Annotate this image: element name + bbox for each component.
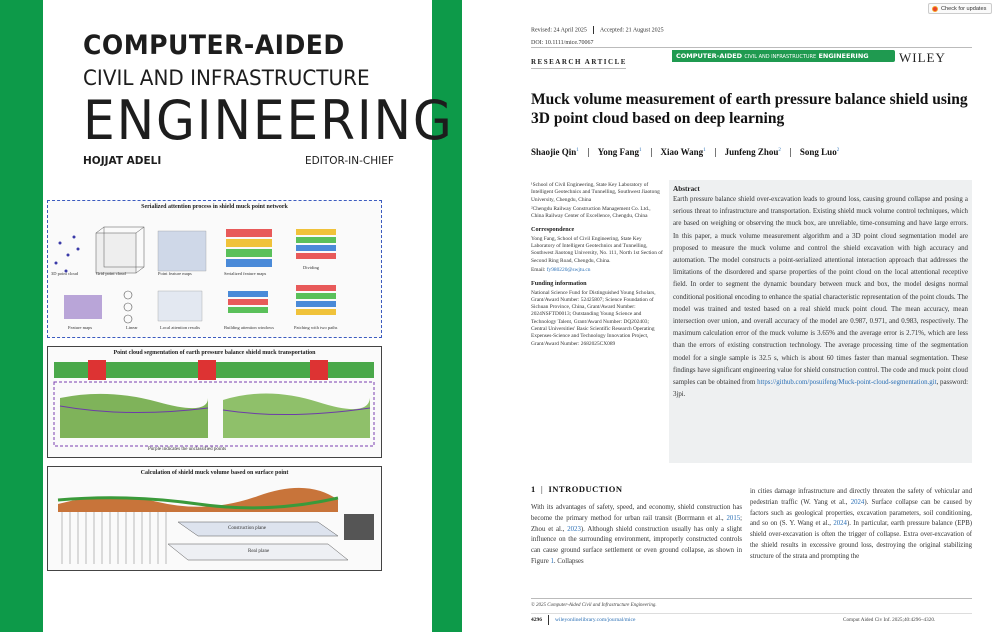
journal-banner-mid: CIVIL AND INFRASTRUCTURE	[744, 54, 817, 60]
check-for-updates-button[interactable]	[928, 3, 992, 14]
cover-title-line1: COMPUTER-AIDED	[83, 30, 345, 61]
article-page	[462, 0, 996, 632]
doi[interactable]: DOI: 10.1111/mice.70067	[531, 40, 594, 46]
history-line	[531, 26, 664, 34]
figure-panel-volume	[47, 466, 382, 571]
citation-link[interactable]: 2015	[726, 514, 741, 522]
cover-editor-role: EDITOR-IN-CHIEF	[305, 155, 394, 167]
email-line: Email: fy980220@swjtu.cn	[531, 266, 591, 273]
citation-link[interactable]: 2024	[833, 520, 847, 528]
affiliation: ²Chengdu Railway Construction Management Co. Ltd., China Railway Center of Excellence, Chengdu, China	[531, 205, 651, 220]
figure-panel-segmentation	[47, 346, 382, 458]
cover-figure	[47, 200, 382, 620]
fig-label: Feature maps	[68, 325, 93, 330]
fig-label: Point feature maps	[158, 271, 192, 276]
fig-label: 3D point cloud	[51, 271, 78, 276]
body-column-2: in cities damage infrastructure and directly threaten the safety of vehicular and pedestrian traffic (W. Yang et al., 2024). Surface collapse can be caused by factors such as geological properties, excavation parameters, soil conditioning, and so on (S. Y. Wang et al., 2024). In particular, earth pressure balance (EPB) shield over-excavation is often the trigger of collapse. Extra over-excavation of the shield results in excessive ground loss, destroying the original stabilizing structure of the strata and prompting the	[750, 488, 973, 560]
fig-label: Building attention windows	[224, 325, 274, 330]
body-column-1: With its advantages of safety, speed, and economy, shield construction has become the primary method for urban rail transit (Borrmann et al., 2015; Zhou et al., 2023). Although shield construction usually has only a slight influence on the surrounding environment, improperly constructed controls can cause ground surface settlement or even ground collapse, as shown in Figure 1. Collapses	[531, 504, 743, 565]
fig-label: Linear	[126, 325, 138, 330]
cover-title-line3: ENGINEERING	[83, 89, 454, 152]
cover-green-band-left	[0, 0, 43, 632]
publisher-name: WILEY	[899, 50, 946, 65]
fig-label: Grid point cloud	[96, 271, 126, 276]
author-list	[531, 147, 839, 157]
figure-link[interactable]: 1	[550, 557, 554, 565]
citation-link[interactable]: 2023	[567, 525, 581, 533]
panel2-note: Purple indicates the unclassified points	[148, 447, 227, 452]
article-title: Muck volume measurement of earth pressure balance shield using 3D point cloud based on deep learning	[531, 91, 968, 127]
correspondence-text: Yong Fang, School of Civil Engineering, State Key Laboratory of Intelligent Geotechnics and Tunnelling, Southwest Jiaotong University, No. 111, North 1st Section of Second Ring Road, Chengdu, China.	[531, 235, 663, 264]
article-type-rule	[531, 68, 626, 69]
crossmark-icon	[932, 6, 938, 12]
cover-title-line2: CIVIL AND INFRASTRUCTURE	[83, 66, 370, 90]
article-sidebar	[531, 180, 663, 348]
panel1-title: Serialized attention process in shield muck point network	[141, 204, 288, 210]
footer-rule	[531, 598, 972, 599]
footer-citation: Comput Aided Civ Inf. 2025;40:4296–4320.	[843, 617, 936, 623]
section-heading: 1 | INTRODUCTION	[531, 484, 623, 494]
header-rule	[531, 47, 972, 48]
page-number: 4296	[531, 617, 542, 623]
panel3-title: Calculation of shield muck volume based on surface point	[140, 470, 289, 476]
footer-rule-2	[531, 613, 972, 614]
author[interactable]: Song Luo$^2$	[799, 147, 840, 157]
journal-banner-main: COMPUTER-AIDED	[676, 52, 743, 60]
journal-banner	[672, 50, 885, 62]
check-for-updates-label: Check for updates	[941, 6, 987, 12]
journal-url-link[interactable]: wileyonlinelibrary.com/journal/mice	[555, 617, 636, 623]
journal-cover	[0, 0, 462, 632]
volume-diagram	[48, 478, 381, 570]
funding-text: National Science Fund for Distinguished Young Scholars, Grant/Award Number: 52425807; Science Foundation of Sichuan Province, China, Grant/Award Number: 2024NSFTD0013; Outstanding Young Science and Technology Talent, Grant/Award Number: DQ202403; Central Universities' Basic Scientific Research Operating Expenses-Science and Technology Innovation Project, Grant/Award Number: 2682025CX089	[531, 289, 656, 347]
figure-panel-attention	[47, 200, 382, 338]
author[interactable]: Yong Fang$^1$	[597, 147, 642, 157]
cover-editor: HOJJAT ADELI	[83, 155, 162, 167]
funding-heading: Funding information	[531, 280, 587, 288]
author[interactable]: Junfeng Zhou$^2$	[724, 147, 781, 157]
footer-separator	[548, 615, 549, 625]
accepted-date: Accepted: 21 August 2025	[599, 27, 664, 34]
fig-label: Real plane	[248, 549, 270, 554]
abstract-text: Earth pressure balance shield over-excavation leads to ground loss, causing ground collapse and posing a serious threat to infrastructure and transportation. Existing shield muck volume control techniques, which are based on weighing or observing the muck box, are unreliable, time-consuming and have large errors. In this paper, a muck volume measurement algorithm and a 3D point cloud segmentation model are proposed to measure the muck volume and control the shield excavation with high accuracy and automation. The model constructs a point-serialized attentional interaction approach that addresses the limitations of the disordered and sparse properties of the point cloud on the local attentional receptive field. In order to segment the dynamic boundary between muck and box, the model designs normal conditional positional encoding to enhance the spatial characteristic representation of the point clouds. The model was trained and tested based on a real shield muck point cloud. The mean accuracy, mean intersection over union, and overall accuracy of the model are 0.987, 0.971, and 0.983, respectively. The maximum calculation error of the muck volume is 3.65% and the average error is 2.71%, which are less than the errors of existing construction technology. The average processing time of the segmentation model for a single sample is 32.5 s, which is about 60 times faster than manual segmentation. These findings have significant engineering value for shield construction control. The code and muck point cloud samples can be obtained from https://github.com/posuifeng/Muck-point-cloud-segmentation.git, password: 3jpi.	[673, 196, 968, 399]
fig-label: Local attention results	[160, 325, 200, 330]
fig-label: Construction plane	[228, 526, 266, 531]
journal-banner-end: ENGINEERING	[818, 52, 869, 60]
email-link[interactable]: fy980220@swjtu.cn	[546, 266, 591, 273]
abstract-heading: Abstract	[673, 185, 700, 193]
author[interactable]: Xiao Wang$^1$	[660, 147, 706, 157]
citation-link[interactable]: 2024	[850, 498, 865, 506]
code-link[interactable]: https://github.com/posuifeng/Muck-point-cloud-segmentation.git	[757, 379, 937, 387]
author[interactable]: Shaojie Qin$^1$	[531, 147, 579, 157]
panel2-title: Point cloud segmentation of earth pressure balance shield muck transportation	[113, 350, 316, 356]
fig-label: Dividing	[303, 265, 320, 270]
abstract-box	[669, 180, 972, 463]
received-date: Revised: 24 April 2025	[531, 27, 587, 34]
copyright: © 2025 Computer-Aided Civil and Infrastructure Engineering.	[531, 603, 657, 608]
affiliation: ¹School of Civil Engineering, State Key Laboratory of Intelligent Geotechnics and Tunnelling, Southwest Jiaotong University, Chengdu, China	[531, 182, 660, 203]
segmentation-diagram	[48, 358, 381, 458]
wiley-logo-icon	[881, 50, 895, 62]
article-type: RESEARCH ARTICLE	[531, 58, 627, 66]
correspondence-heading: Correspondence	[531, 226, 575, 234]
fig-label: Patching with two paths	[294, 325, 338, 330]
fig-label: Serialized feature maps	[224, 271, 267, 276]
